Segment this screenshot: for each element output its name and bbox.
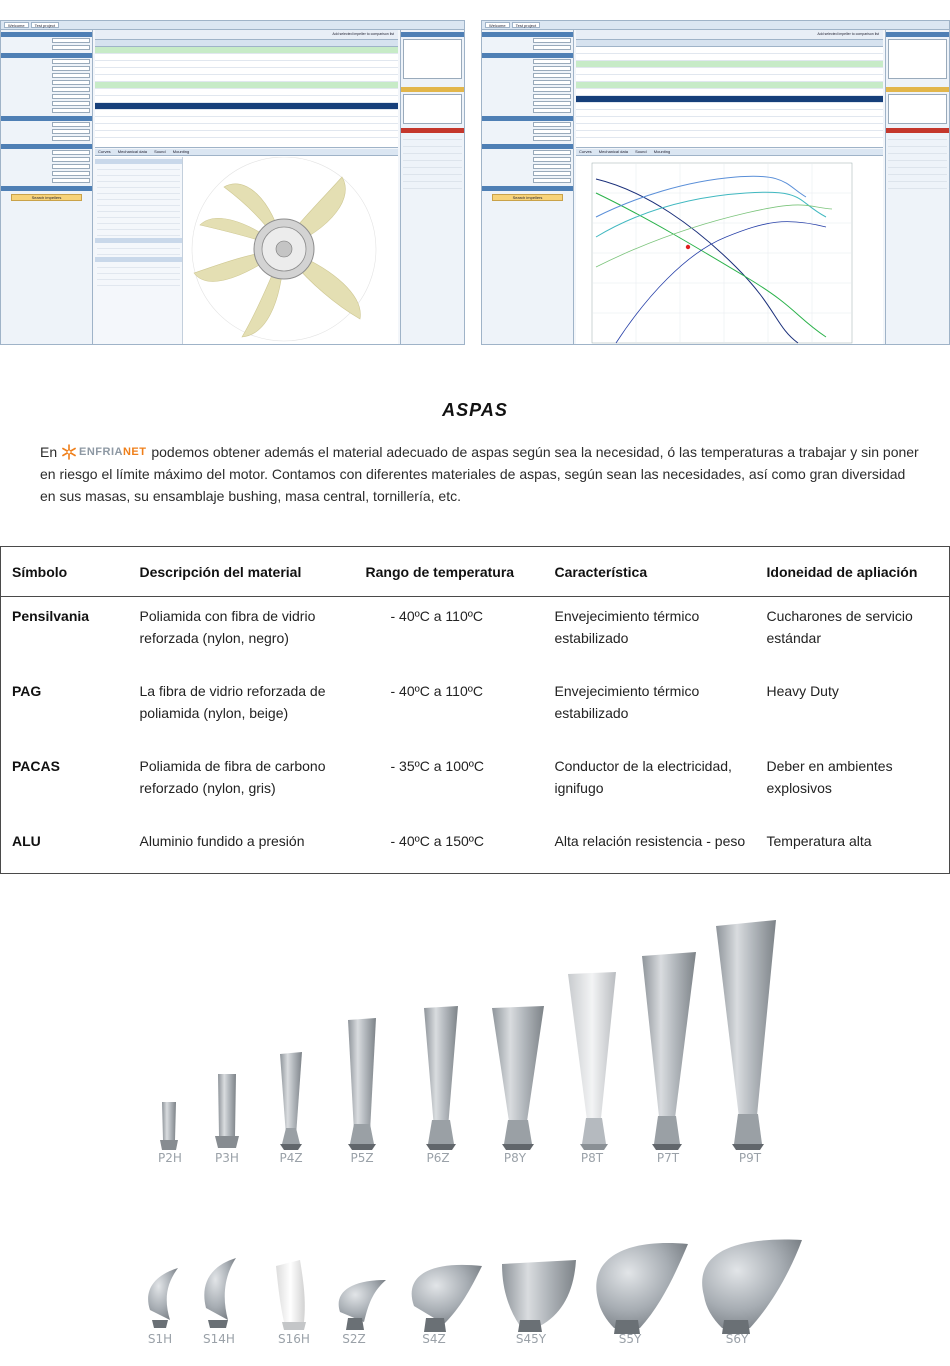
table-row-selected[interactable] [576,96,883,103]
blade-p7t [642,952,696,1150]
impeller-drawing [184,157,396,345]
blade-s2z [339,1280,386,1330]
header-symbol: Símbolo [1,547,129,597]
table-row[interactable] [95,89,398,96]
tab-sound[interactable]: Sound [635,149,647,154]
blade-p5z [348,1018,376,1150]
blade-label-s45y: S45Y [515,1332,547,1346]
cell-symbol: PACAS [12,757,60,774]
blade-label-p2h: P2H [158,1151,182,1165]
cell-feature: Envejecimiento térmico estabilizado [554,608,700,646]
snowflake-icon [61,444,77,460]
search-impellers-button[interactable]: Search impellers [492,194,563,201]
detail-tabs [576,149,883,156]
cell-temperature: - 35ºC a 100ºC [390,757,484,774]
result-list [576,30,883,148]
blade-s45y [502,1260,576,1332]
detail-tabs [95,149,398,156]
cell-suitability: Heavy Duty [766,682,839,699]
impeller-specs [95,157,183,344]
table-header-row [1,547,950,597]
blade-catalogue [0,900,950,1366]
table-row[interactable] [95,96,398,103]
search-impellers-button[interactable]: Search impellers [11,194,82,201]
table-row[interactable] [576,68,883,75]
performance-curves [576,157,883,344]
cell-suitability: Temperatura alta [766,832,872,849]
tab-test-project[interactable]: Test project [31,22,59,28]
table-row [1,822,950,874]
blade-label-p3h: P3H [215,1151,239,1165]
blade-s14h [204,1258,236,1328]
brand-name-part2: NET [122,446,147,458]
impeller-detail [95,149,398,344]
blade-label-s1h: S1H [147,1332,173,1346]
table-row-selected[interactable] [95,103,398,110]
cell-temperature: - 40ºC a 110ºC [390,682,483,699]
result-list [95,30,398,148]
tab-curves[interactable]: Curves [579,149,592,154]
table-row[interactable] [576,54,883,61]
add-to-comparison-label[interactable]: Add selected impeller to comparison list [332,32,394,36]
blade-s4z [412,1265,482,1332]
blade-p2h [160,1102,178,1150]
blade-p9t [716,920,776,1150]
header-description: Descripción del material [129,547,355,597]
add-to-comparison-bar [95,30,398,40]
project-panel [400,30,464,344]
blade-label-p8t: P8T [580,1151,604,1165]
materials-table [0,546,950,874]
blade-s6y [702,1240,802,1334]
table-row[interactable] [95,124,398,131]
blade-label-s14h: S14H [203,1332,235,1346]
blade-label-p7t: P7T [656,1151,680,1165]
blade-label-s4z: S4Z [422,1332,446,1346]
impeller-3d-view [184,157,398,344]
cell-symbol: Pensilvania [12,608,90,624]
brand-name [79,441,146,463]
table-row[interactable] [95,75,398,82]
header-suitability: Idoneidad de apliación [756,547,950,597]
table-row[interactable] [95,61,398,68]
cell-suitability: Deber en ambientes explosivos [766,757,893,796]
blade-label-p9t: P9T [738,1151,762,1165]
table-row[interactable] [576,124,883,131]
tab-welcome[interactable]: Welcome [485,22,510,28]
table-row[interactable] [95,131,398,138]
cell-symbol: PAG [12,682,42,699]
table-row[interactable] [95,54,398,61]
tab-sound[interactable]: Sound [154,149,166,154]
cell-feature: Alta relación resistencia - peso [554,832,746,849]
blade-label-p8y: P8Y [503,1151,527,1165]
settings-panel [1,30,93,344]
cell-description: Poliamida con fibra de vidrio reforzada (nylon, negro) [139,608,316,646]
table-row[interactable] [95,110,398,117]
cell-symbol: ALU [12,832,41,849]
cell-suitability: Cucharones de servicio estándar [766,608,913,646]
table-row[interactable] [95,82,398,89]
page-title: ASPAS [442,400,508,420]
blade-p3h [215,1074,239,1148]
blade-p4z [280,1052,302,1150]
tab-test-project[interactable]: Test project [512,22,540,28]
project-panel [885,30,949,344]
table-row[interactable] [95,117,398,124]
table-row [1,747,950,822]
tab-curves[interactable]: Curves [98,149,111,154]
header-feature: Característica [544,547,756,597]
curves-drawing [576,157,876,345]
blade-p8y [492,1006,544,1150]
blade-label-p6z: P6Z [426,1151,450,1165]
document-tabs [1,21,464,30]
intro-text: podemos obtener además el material adecuado de aspas según sea la necesidad, ó las temperaturas a trabajar y sin poner en riesgo el límite máximo del motor. Contamos con diferentes materiales de aspas, según sean las necesidades, así como gran diversidad en sus masas, su ensamblaje bushing, masa central, tornillería, etc. [40,444,919,504]
cell-description: La fibra de vidrio reforzada de poliamida (nylon, beige) [139,682,326,721]
blade-s16h [276,1260,306,1330]
software-screenshot-curves-view [481,20,950,345]
blade-label-s5y: S5Y [618,1332,642,1346]
blade-p8t [568,972,616,1150]
tab-welcome[interactable]: Welcome [4,22,29,28]
blade-p6z [424,1006,458,1150]
table-row[interactable] [576,75,883,82]
brand-logo [61,441,146,463]
tab-mounting[interactable]: Mounting [653,149,671,154]
table-row[interactable] [576,82,883,89]
blade-label-p4z: P4Z [279,1151,303,1165]
table-row[interactable] [576,131,883,138]
intro-paragraph [40,441,920,507]
table-row[interactable] [576,61,883,68]
blade-label-p5z: P5Z [350,1151,374,1165]
blade-s5y [596,1243,688,1334]
add-to-comparison-label[interactable]: Add selected impeller to comparison list [817,32,879,36]
blade-s1h [148,1268,178,1328]
cell-description: Aluminio fundido a presión [139,832,305,849]
cell-feature: Envejecimiento térmico estabilizado [554,682,700,721]
table-row[interactable] [576,47,883,54]
blade-label-s2z: S2Z [342,1332,366,1346]
tab-mechanical-data[interactable]: Mechanical data [598,149,628,154]
tab-mounting[interactable]: Mounting [172,149,190,154]
cell-temperature: - 40ºC a 150ºC [390,832,484,849]
cell-description: Poliamida de fibra de carbono reforzado (nylon, gris) [139,757,326,796]
table-row [1,597,950,672]
table-row[interactable] [576,117,883,124]
blade-label-s6y: S6Y [725,1332,749,1346]
cell-temperature: - 40ºC a 110ºC [390,608,483,624]
intro-lead: En [40,444,58,460]
impeller-detail [576,149,883,344]
settings-panel [482,30,574,344]
header-temperature: Rango de temperatura [355,547,544,597]
brand-name-part1: ENFRIA [79,446,123,458]
document-tabs [482,21,949,30]
table-row[interactable] [576,89,883,96]
table-row[interactable] [576,110,883,117]
table-row[interactable] [95,47,398,54]
table-row[interactable] [576,103,883,110]
cell-feature: Conductor de la electricidad, ignifugo [554,757,732,796]
tab-mechanical-data[interactable]: Mechanical data [117,149,147,154]
add-to-comparison-bar [576,30,883,40]
table-row [1,672,950,747]
software-screenshot-fan-view [0,20,465,345]
table-row[interactable] [95,68,398,75]
blade-label-s16h: S16H [278,1332,310,1346]
